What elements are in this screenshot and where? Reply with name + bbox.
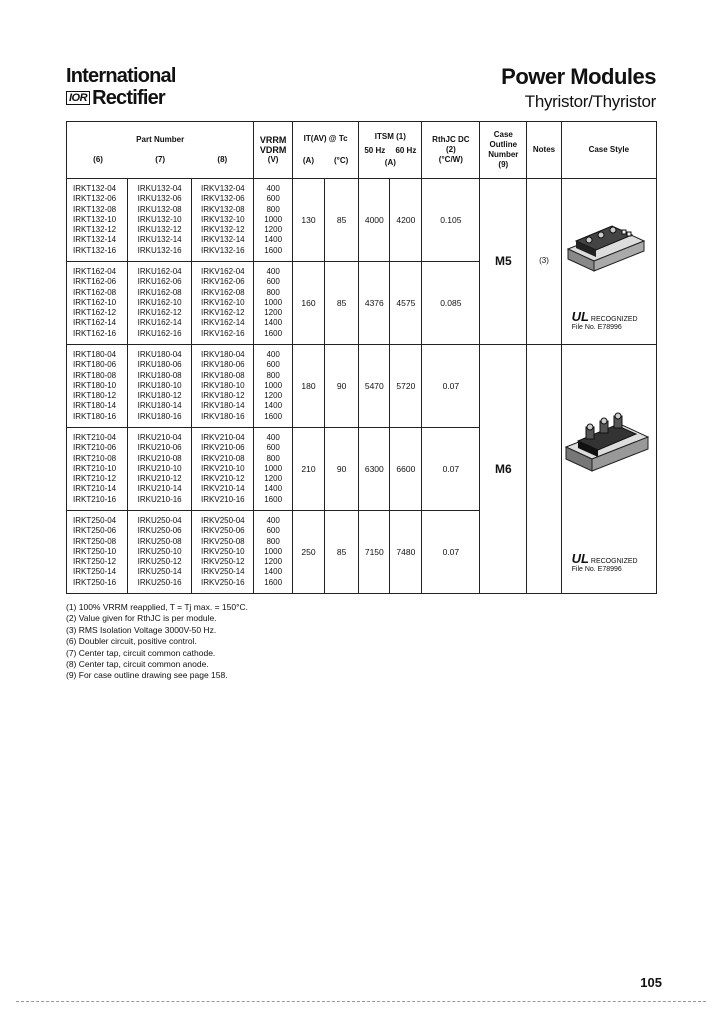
part-number: IRKT180-10 xyxy=(73,380,117,390)
vrrm-value: 1200 xyxy=(264,474,283,484)
part-number: IRKT180-04 xyxy=(73,350,117,360)
ul-recognized-mark: UL RECOGNIZED File No. E78996 xyxy=(571,309,638,331)
brand-logo xyxy=(66,88,165,108)
part-number: IRKU162-16 xyxy=(137,328,182,338)
vrrm-value: 1600 xyxy=(264,494,283,504)
vrrm-cell xyxy=(254,428,293,511)
part-number: IRKU162-06 xyxy=(137,277,182,287)
notes-header: Notes xyxy=(527,122,561,179)
footnote: (6) Doubler circuit, positive control. xyxy=(66,636,197,647)
part-number-cell xyxy=(192,345,254,428)
part-number: IRKT132-12 xyxy=(73,225,117,235)
part-number: IRKV180-06 xyxy=(201,360,245,370)
part-number: IRKU132-06 xyxy=(137,194,182,204)
vrrm-value: 400 xyxy=(266,184,280,194)
footnote: (3) RMS Isolation Voltage 3000V-50 Hz. xyxy=(66,624,217,635)
part-number-cell xyxy=(67,511,128,594)
part-number-cell xyxy=(67,428,128,511)
part-number: IRKU250-16 xyxy=(137,577,182,587)
part-number: IRKT210-06 xyxy=(73,443,117,453)
part-number: IRKT132-14 xyxy=(73,235,117,245)
part-number: IRKU180-10 xyxy=(137,380,182,390)
vrrm-value: 1200 xyxy=(264,308,283,318)
part-number: IRKU210-08 xyxy=(137,453,182,463)
itav-header: IT(AV) @ Tc (A) (°C) xyxy=(292,122,358,179)
vrrm-value: 1400 xyxy=(264,484,283,494)
tc-value: 85 xyxy=(325,511,359,594)
vrrm-value: 600 xyxy=(266,277,280,287)
part-number: IRKU210-10 xyxy=(137,463,182,473)
vrrm-value: 600 xyxy=(266,194,280,204)
part-number-cell xyxy=(128,345,192,428)
part-number: IRKV162-12 xyxy=(201,308,245,318)
module-m5-image xyxy=(562,199,650,279)
part-number: IRKU180-14 xyxy=(137,401,182,411)
part-number: IRKV250-14 xyxy=(201,567,245,577)
part-number: IRKV162-06 xyxy=(201,277,245,287)
part-number: IRKU250-14 xyxy=(137,567,182,577)
footnote: (7) Center tap, circuit common cathode. xyxy=(66,647,216,658)
vrrm-value: 1200 xyxy=(264,391,283,401)
part-number: IRKT162-10 xyxy=(73,297,117,307)
part-number: IRKV210-06 xyxy=(201,443,245,453)
itav-value: 250 xyxy=(292,511,324,594)
vrrm-value: 1000 xyxy=(264,463,283,473)
part-number: IRKU162-10 xyxy=(137,297,182,307)
part-number: IRKV180-12 xyxy=(201,391,245,401)
part-number: IRKT180-16 xyxy=(73,411,117,421)
vrrm-value: 1400 xyxy=(264,318,283,328)
vrrm-value: 1200 xyxy=(264,557,283,567)
part-number: IRKV180-04 xyxy=(201,350,245,360)
itsm-60hz-value: 4200 xyxy=(390,179,422,262)
itav-value: 160 xyxy=(292,262,324,345)
rthjc-value: 0.07 xyxy=(422,511,480,594)
page-title: Power Modules xyxy=(501,64,656,89)
vrrm-value: 1600 xyxy=(264,245,283,255)
vrrm-value: 400 xyxy=(266,516,280,526)
rthjc-header: RthJC DC (2) (°C/W) xyxy=(422,122,480,179)
part-number: IRKT180-08 xyxy=(73,370,117,380)
vrrm-value: 600 xyxy=(266,443,280,453)
part-number: IRKV162-16 xyxy=(201,328,245,338)
part-number: IRKU210-04 xyxy=(137,433,182,443)
itsm-60hz-value: 5720 xyxy=(390,345,422,428)
vrrm-value: 800 xyxy=(266,453,280,463)
itsm-50hz-value: 5470 xyxy=(359,345,390,428)
itav-value: 210 xyxy=(292,428,324,511)
part-number: IRKV180-10 xyxy=(201,380,245,390)
itav-value: 130 xyxy=(292,179,324,262)
vrrm-value: 800 xyxy=(266,287,280,297)
itsm-header: ITSM (1) 50 Hz 60 Hz (A) xyxy=(359,122,422,179)
part-number: IRKV250-04 xyxy=(201,516,245,526)
part-number: IRKT132-08 xyxy=(73,204,117,214)
tc-value: 85 xyxy=(325,262,359,345)
part-number: IRKT162-16 xyxy=(73,328,117,338)
part-number: IRKU132-08 xyxy=(137,204,182,214)
ul-recognized-mark: UL RECOGNIZED File No. E78996 xyxy=(571,551,638,573)
part-number: IRKU250-06 xyxy=(137,526,182,536)
part-number: IRKT162-08 xyxy=(73,287,117,297)
part-number: IRKU162-12 xyxy=(137,308,182,318)
part-number: IRKT180-12 xyxy=(73,391,117,401)
part-number: IRKT250-14 xyxy=(73,567,117,577)
part-number: IRKV162-10 xyxy=(201,297,245,307)
part-number: IRKU250-12 xyxy=(137,557,182,567)
part-number: IRKU132-14 xyxy=(137,235,182,245)
part-number-cell xyxy=(128,428,192,511)
part-number: IRKV180-08 xyxy=(201,370,245,380)
part-number: IRKU250-04 xyxy=(137,516,182,526)
part-number: IRKT250-16 xyxy=(73,577,117,587)
part-number-cell xyxy=(192,428,254,511)
part-number: IRKU180-06 xyxy=(137,360,182,370)
part-number: IRKT250-08 xyxy=(73,536,117,546)
part-number: IRKT162-04 xyxy=(73,267,117,277)
vrrm-value: 800 xyxy=(266,536,280,546)
part-number: IRKU162-04 xyxy=(137,267,182,277)
vrrm-value: 800 xyxy=(266,204,280,214)
part-number: IRKT132-16 xyxy=(73,245,117,255)
part-number: IRKU132-10 xyxy=(137,214,182,224)
brand-international: International xyxy=(66,65,176,87)
vrrm-value: 1600 xyxy=(264,577,283,587)
part-number-cell xyxy=(128,262,192,345)
vrrm-value: 400 xyxy=(266,267,280,277)
vrrm-value: 800 xyxy=(266,370,280,380)
vrrm-cell xyxy=(254,511,293,594)
vrrm-value: 1400 xyxy=(264,401,283,411)
part-number: IRKV162-14 xyxy=(201,318,245,328)
part-number-cell xyxy=(67,345,128,428)
itsm-50hz-value: 4000 xyxy=(359,179,390,262)
part-number: IRKU180-12 xyxy=(137,391,182,401)
part-number: IRKT162-12 xyxy=(73,308,117,318)
part-number: IRKV132-16 xyxy=(201,245,245,255)
module-m6-image xyxy=(562,403,650,483)
itsm-60hz-value: 6600 xyxy=(390,428,422,511)
itsm-60hz-value: 7480 xyxy=(390,511,422,594)
case-style-m6 xyxy=(561,345,656,594)
part-number-cell xyxy=(192,179,254,262)
part-number: IRKT162-14 xyxy=(73,318,117,328)
footnotes xyxy=(66,602,248,682)
part-number-cell xyxy=(128,511,192,594)
notes-cell xyxy=(527,345,561,594)
part-number: IRKT210-10 xyxy=(73,463,117,473)
rthjc-value: 0.105 xyxy=(422,179,480,262)
part-number: IRKT250-04 xyxy=(73,516,117,526)
vrrm-value: 1600 xyxy=(264,411,283,421)
part-number: IRKT210-04 xyxy=(73,433,117,443)
part-number: IRKT210-14 xyxy=(73,484,117,494)
itsm-50hz-value: 4376 xyxy=(359,262,390,345)
vrrm-header: VRRM VDRM (V) xyxy=(254,122,293,179)
part-number: IRKV210-10 xyxy=(201,463,245,473)
part-number: IRKU250-08 xyxy=(137,536,182,546)
part-number-cell xyxy=(192,262,254,345)
part-number: IRKV132-04 xyxy=(201,184,245,194)
footnote: (1) 100% VRRM reapplied, T = Tj max. = 150°C. xyxy=(66,602,248,612)
brand-rectifier: Rectifier xyxy=(92,87,165,109)
vrrm-value: 1600 xyxy=(264,328,283,338)
part-number: IRKV132-12 xyxy=(201,225,245,235)
vrrm-value: 1400 xyxy=(264,235,283,245)
case-style-header: Case Style xyxy=(561,122,656,179)
part-number: IRKT250-06 xyxy=(73,526,117,536)
rthjc-value: 0.07 xyxy=(422,428,480,511)
itsm-50hz-value: 6300 xyxy=(359,428,390,511)
part-number: IRKT210-08 xyxy=(73,453,117,463)
part-number: IRKV250-12 xyxy=(201,557,245,567)
part-number: IRKU210-14 xyxy=(137,484,182,494)
itsm-50hz-value: 7150 xyxy=(359,511,390,594)
part-number: IRKV180-16 xyxy=(201,411,245,421)
page-subtitle: Thyristor/Thyristor xyxy=(524,92,656,111)
itsm-60hz-value: 4575 xyxy=(390,262,422,345)
part-number: IRKV250-16 xyxy=(201,577,245,587)
case-outline-m6: M6 xyxy=(480,345,527,594)
tc-value: 85 xyxy=(325,179,359,262)
part-number: IRKV162-04 xyxy=(201,267,245,277)
part-number: IRKU210-06 xyxy=(137,443,182,453)
part-number: IRKT180-14 xyxy=(73,401,117,411)
part-number: IRKU162-08 xyxy=(137,287,182,297)
itav-value: 180 xyxy=(292,345,324,428)
part-number: IRKU250-10 xyxy=(137,546,182,556)
part-number: IRKT132-04 xyxy=(73,184,117,194)
vrrm-cell xyxy=(254,262,293,345)
case-outline-header: Case Outline Number (9) xyxy=(480,122,527,179)
footnote: (9) For case outline drawing see page 158. xyxy=(66,670,228,681)
vrrm-value: 1000 xyxy=(264,297,283,307)
part-number: IRKV132-06 xyxy=(201,194,245,204)
vrrm-value: 400 xyxy=(266,350,280,360)
part-number-header: Part Number (6) (7) (8) xyxy=(67,122,254,179)
vrrm-value: 1000 xyxy=(264,546,283,556)
footer-rule xyxy=(16,1001,706,1002)
part-number: IRKU180-04 xyxy=(137,350,182,360)
vrrm-value: 1200 xyxy=(264,225,283,235)
part-number: IRKU180-16 xyxy=(137,411,182,421)
part-number-cell xyxy=(192,511,254,594)
part-number: IRKV210-12 xyxy=(201,474,245,484)
spec-table xyxy=(66,121,657,594)
part-number: IRKV132-14 xyxy=(201,235,245,245)
part-number: IRKT250-10 xyxy=(73,546,117,556)
part-number: IRKT162-06 xyxy=(73,277,117,287)
case-outline-m5: M5 xyxy=(480,179,527,345)
ior-logo-box: IOR xyxy=(66,91,90,105)
part-number: IRKU210-16 xyxy=(137,494,182,504)
part-number: IRKT210-12 xyxy=(73,474,117,484)
vrrm-cell xyxy=(254,345,293,428)
part-number: IRKU132-12 xyxy=(137,225,182,235)
rthjc-value: 0.085 xyxy=(422,262,480,345)
vrrm-value: 1400 xyxy=(264,567,283,577)
part-number: IRKU132-16 xyxy=(137,245,182,255)
notes-cell: (3) xyxy=(527,179,561,345)
vrrm-cell xyxy=(254,179,293,262)
part-number: IRKT132-06 xyxy=(73,194,117,204)
table-row xyxy=(67,179,657,262)
part-number: IRKV132-10 xyxy=(201,214,245,224)
part-number: IRKT132-10 xyxy=(73,214,117,224)
part-number-cell xyxy=(128,179,192,262)
part-number: IRKV250-10 xyxy=(201,546,245,556)
part-number: IRKV162-08 xyxy=(201,287,245,297)
footnote: (8) Center tap, circuit common anode. xyxy=(66,659,209,670)
part-number: IRKV210-14 xyxy=(201,484,245,494)
tc-value: 90 xyxy=(325,428,359,511)
part-number: IRKV210-16 xyxy=(201,494,245,504)
part-number: IRKT210-16 xyxy=(73,494,117,504)
vrrm-value: 1000 xyxy=(264,380,283,390)
vrrm-value: 1000 xyxy=(264,214,283,224)
vrrm-value: 600 xyxy=(266,360,280,370)
part-number: IRKV250-06 xyxy=(201,526,245,536)
rthjc-value: 0.07 xyxy=(422,345,480,428)
part-number-cell xyxy=(67,262,128,345)
vrrm-value: 400 xyxy=(266,433,280,443)
part-number-cell xyxy=(67,179,128,262)
footnote: (2) Value given for RthJC is per module. xyxy=(66,613,217,624)
part-number: IRKT180-06 xyxy=(73,360,117,370)
vrrm-value: 600 xyxy=(266,526,280,536)
part-number: IRKT250-12 xyxy=(73,557,117,567)
part-number: IRKV250-08 xyxy=(201,536,245,546)
part-number: IRKU132-04 xyxy=(137,184,182,194)
part-number: IRKV132-08 xyxy=(201,204,245,214)
table-row xyxy=(67,345,657,428)
part-number: IRKU210-12 xyxy=(137,474,182,484)
page-number: 105 xyxy=(640,975,662,990)
tc-value: 90 xyxy=(325,345,359,428)
part-number: IRKV210-08 xyxy=(201,453,245,463)
case-style-m5 xyxy=(561,179,656,345)
part-number: IRKU180-08 xyxy=(137,370,182,380)
part-number: IRKV180-14 xyxy=(201,401,245,411)
part-number: IRKV210-04 xyxy=(201,433,245,443)
part-number: IRKU162-14 xyxy=(137,318,182,328)
